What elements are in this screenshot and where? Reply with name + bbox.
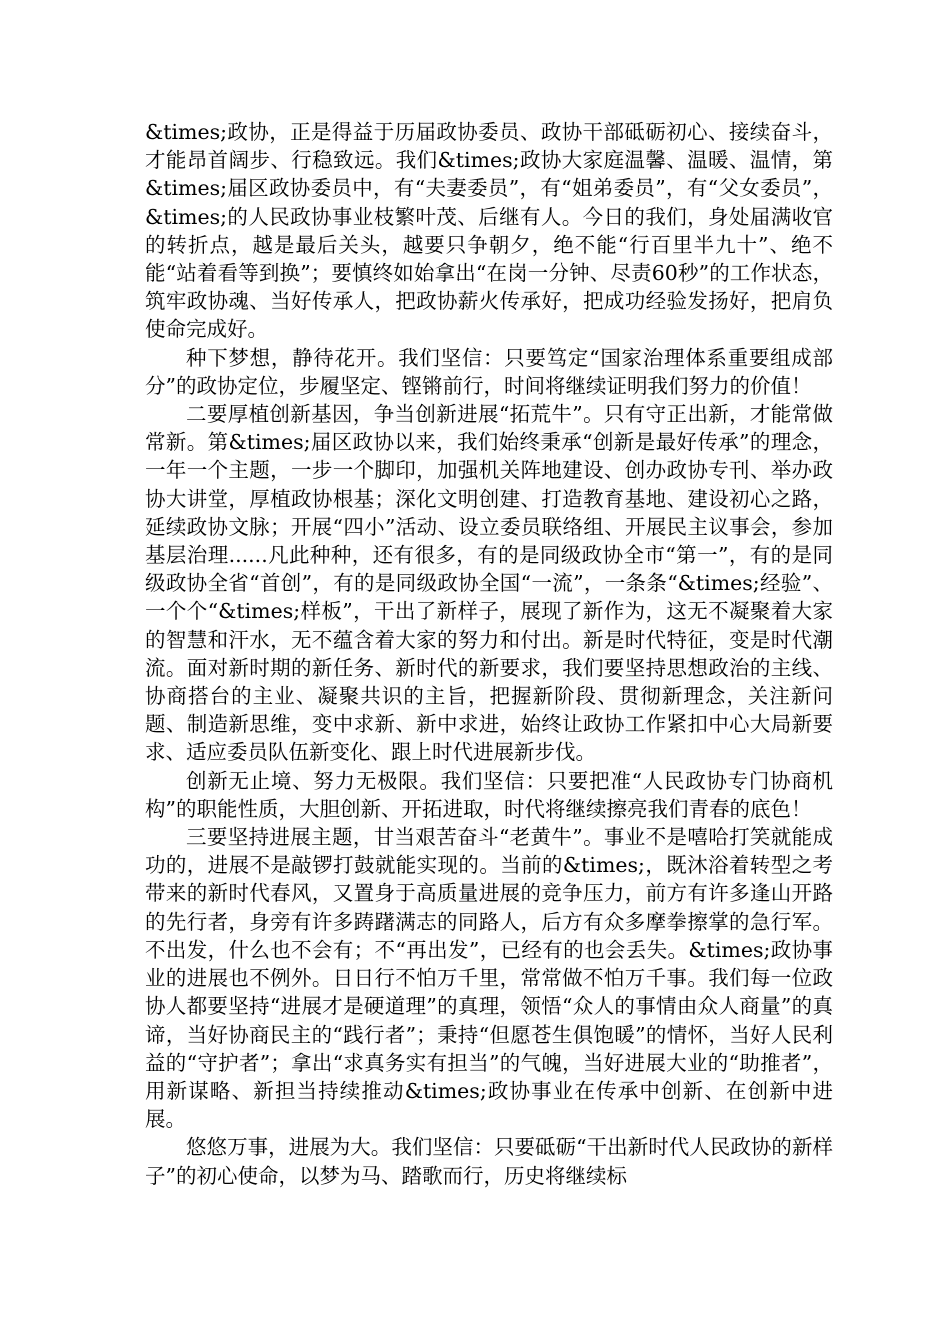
paragraph-development-paramount: 悠悠万事，进展为大。我们坚信：只要砥砺“干出新时代人民政协的新样子”的初心使命，以梦为马、踏歌而行，历史将继续标 [145,1135,833,1188]
paragraph-plant-dreams: 种下梦想，静待花开。我们坚信：只要笃定“国家治理体系重要组成部分”的政协定位，步履坚定、铿锵前行，时间将继续证明我们努力的价值！ [145,345,833,398]
paragraph-innovation-endless: 创新无止境、努力无极限。我们坚信：只要把准“人民政协专门协商机构”的职能性质，大胆创新、开拓进取，时代将继续擦亮我们青春的底色！ [145,768,833,821]
paragraph-development: 三要坚持进展主题，甘当艰苦奋斗“老黄牛”。事业不是嘻哈打笑就能成功的，进展不是敲锣打鼓就能实现的。当前的&times;，既沐浴着转型之考带来的新时代春风，又置身于高质量进展的竞争压力，前方有许多逢山开路的先行者，身旁有许多踌躇满志的同路人，后方有众多摩拳擦掌的急行军。不出发，什么也不会有；不“再出发”，已经有的也会丢失。&times;政协事业的进展也不例外。日日行不怕万千里，常常做不怕万千事。我们每一位政协人都要坚持“进展才是硬道理”的真理，领悟“众人的事情由众人商量”的真谛，当好协商民主的“践行者”；秉持“但愿苍生俱饱暖”的情怀，当好人民利益的“守护者”；拿出“求真务实有担当”的气魄，当好进展大业的“助推者”，用新谋略、新担当持续推动&times;政协事业在传承中创新、在创新中进展。 [145,825,833,1132]
paragraph-innovation: 二要厚植创新基因，争当创新进展“拓荒牛”。只有守正出新，才能常做常新。第&times;届区政协以来，我们始终秉承“创新是最好传承”的理念，一年一个主题，一步一个脚印，加强机关阵地建设、创办政协专刊、举办政协大讲堂，厚植政协根基；深化文明创建、打造教育基地、建设初心之路，延续政协文脉；开展“四小”活动、设立委员联络组、开展民主议事会，参加基层治理......凡此种种，还有很多，有的是同级政协全市“第一”，有的是同级政协全省“首创”，有的是同级政协全国“一流”，一条条“&times;经验”、一个个“&times;样板”，干出了新样子，展现了新作为，这无不凝聚着大家的智慧和汗水，无不蕴含着大家的努力和付出。新是时代特征，变是时代潮流。面对新时期的新任务、新时代的新要求，我们要坚持思想政治的主线、协商搭台的主业、凝聚共识的主旨，把握新阶段、贯彻新理念，关注新问题、制造新思维，变中求新、新中求进，始终让政协工作紧扣中心大局新要求、适应委员队伍新变化、跟上时代进展新步伐。 [145,402,833,765]
document-body [145,118,833,1190]
paragraph-inheritance: &times;政协，正是得益于历届政协委员、政协干部砥砺初心、接续奋斗，才能昂首阔步、行稳致远。我们&times;政协大家庭温馨、温暖、温情，第&times;届区政协委员中，有“夫妻委员”，有“姐弟委员”，有“父女委员”，&times;的人民政协事业枝繁叶茂、后继有人。今日的我们，身处届满收官的转折点，越是最后关头，越要只争朝夕，绝不能“行百里半九十”、绝不能“站着看等到换”；要慎终如始拿出“在岗一分钟、尽责60秒”的工作状态，筑牢政协魂、当好传承人，把政协薪火传承好，把成功经验发扬好，把肩负使命完成好。 [145,120,833,342]
